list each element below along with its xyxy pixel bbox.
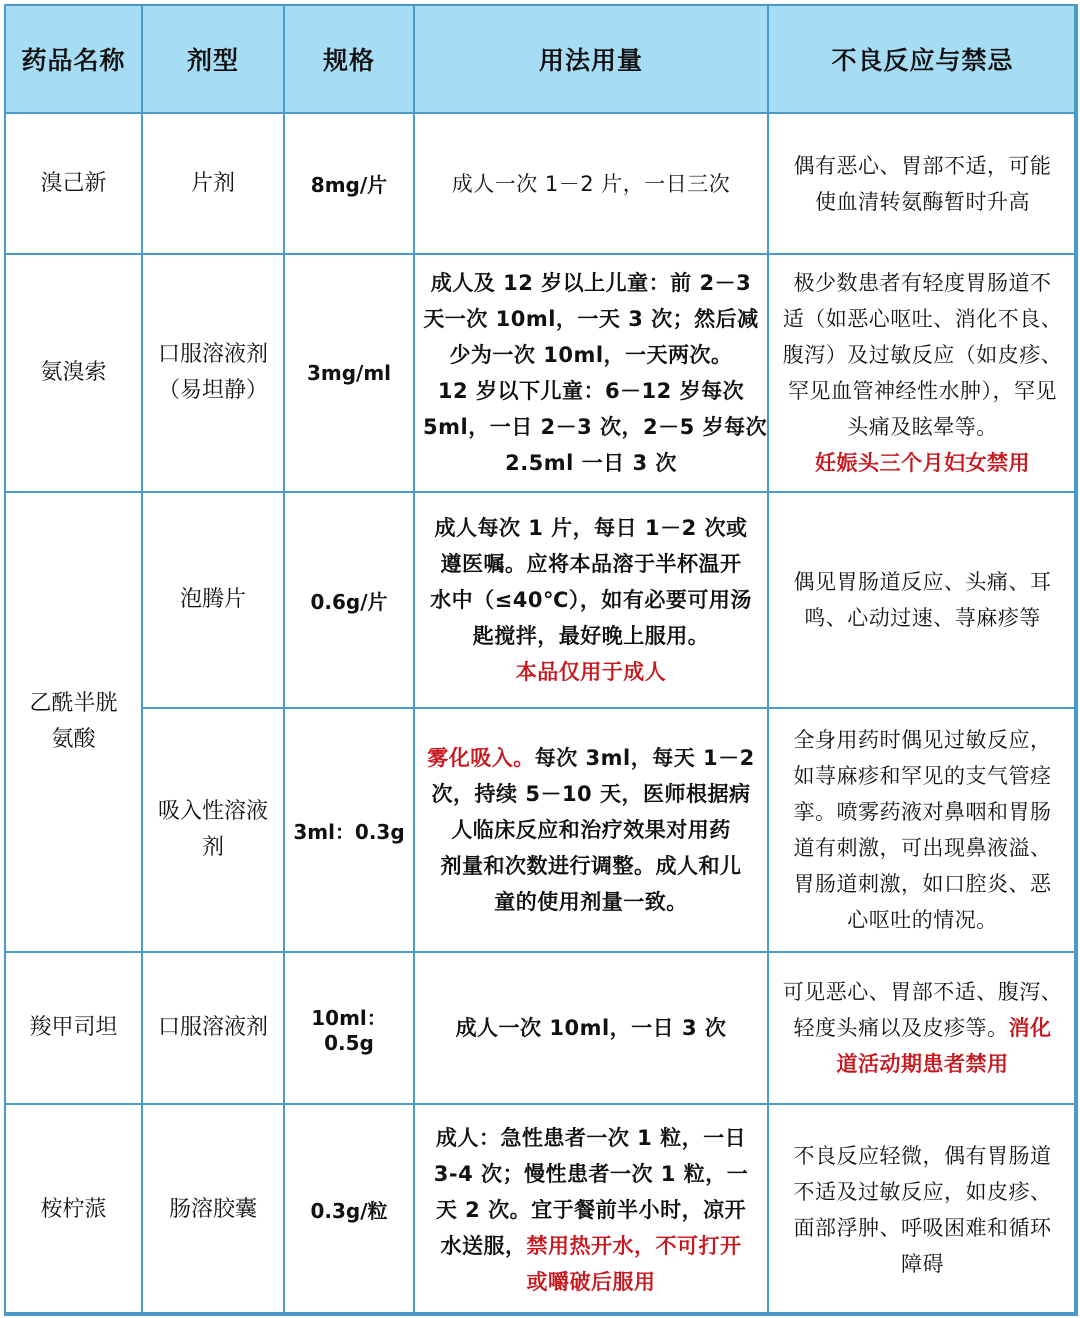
header-adverse-contraindications: 不良反应与禁忌 <box>768 5 1077 113</box>
contraindication-warning-start: 消化 <box>1008 1016 1052 1040</box>
spec-text: 0.3g/粒 <box>310 1199 388 1223</box>
dosage-form-cell: 泡腾片 <box>142 492 284 708</box>
spec-text: 10ml：0.5g <box>311 1005 387 1055</box>
drug-name-cell: 溴己新 <box>5 113 142 254</box>
adverse-line: 可见恶心、胃部不适、腹泻、 <box>782 980 1063 1004</box>
usage-warning: 本品仅用于成人 <box>515 660 667 684</box>
adverse-line: 胃肠道刺激，如口腔炎、恶 <box>793 872 1052 896</box>
contraindication-warning: 妊娠头三个月妇女禁用 <box>815 451 1030 475</box>
table-outer-border <box>4 4 1076 1314</box>
adverse-line: 头痛及眩晕等。 <box>847 415 998 439</box>
header-drug-name: 药品名称 <box>5 5 142 113</box>
usage-line: 成人：急性患者一次 1 粒，一日 <box>435 1125 747 1150</box>
dosage-form-cell: 片剂 <box>142 113 284 254</box>
usage-line-plain: 水送服， <box>440 1233 527 1258</box>
adverse-line: 道有刺激，可出现鼻液溢、 <box>793 836 1052 860</box>
adverse-line: 鸣、心动过速、荨麻疹等 <box>804 606 1041 630</box>
usage-first-rest: 每次 3ml，每天 1－2 <box>534 746 755 770</box>
drug-name-cell: 羧甲司坦 <box>5 952 142 1104</box>
usage-line: 剂量和次数进行调整。成人和儿 <box>440 854 742 878</box>
drug-name-cell: 桉柠蒎 <box>5 1104 142 1315</box>
drug-name-cell: 氨溴索 <box>5 254 142 492</box>
dosage-form-cell: 肠溶胶囊 <box>142 1104 284 1315</box>
adverse-line: 全身用药时偶见过敏反应， <box>793 728 1052 752</box>
usage-line: 天 2 次。宜于餐前半小时，凉开 <box>435 1197 747 1222</box>
usage-warning-start: 禁用热开水，不可打开 <box>526 1233 742 1258</box>
usage-line: 成人一次 1－2 片，一日三次 <box>451 171 731 196</box>
usage-line: 天一次 10ml，一天 3 次；然后减 <box>423 307 759 331</box>
usage-line: 水中（≤40℃），如有必要可用汤 <box>430 588 752 612</box>
adverse-line: 极少数患者有轻度胃肠道不 <box>793 271 1052 295</box>
usage-line: 次，持续 5－10 天，医师根据病 <box>431 782 751 806</box>
usage-line: 成人一次 10ml，一日 3 次 <box>455 1016 727 1040</box>
usage-line: 少为一次 10ml，一天两次。 <box>449 343 733 367</box>
header-specification: 规格 <box>284 5 414 113</box>
header-usage-dosage: 用法用量 <box>414 5 768 113</box>
adverse-line: 偶有恶心、胃部不适，可能 <box>793 153 1052 178</box>
usage-warning-prefix: 雾化吸入。 <box>427 746 535 770</box>
usage-line: 2.5ml 一日 3 次 <box>505 451 677 475</box>
adverse-line: 不适及过敏反应，如皮疹、 <box>793 1179 1052 1204</box>
usage-line: 匙搅拌，最好晚上服用。 <box>472 624 710 648</box>
usage-line: 童的使用剂量一致。 <box>494 890 688 914</box>
spec-text: 0.6g/片 <box>310 589 388 614</box>
usage-line: 12 岁以下儿童：6－12 岁每次 <box>437 379 745 403</box>
dosage-form-cell: 口服溶液剂 <box>142 952 284 1104</box>
usage-line: 遵医嘱。应将本品溶于半杯温开 <box>440 552 742 576</box>
adverse-line: 适（如恶心呕吐、消化不良、 <box>782 307 1063 331</box>
adverse-line: 挛。喷雾药液对鼻咽和胃肠 <box>793 800 1052 824</box>
adverse-line-plain: 轻度头痛以及皮疹等。 <box>793 1016 1009 1040</box>
adverse-line: 如荨麻疹和罕见的支气管痉 <box>793 764 1052 788</box>
usage-line: 成人每次 1 片，每日 1－2 次或 <box>434 516 748 540</box>
spec-text: 8mg/片 <box>310 173 388 197</box>
usage-line: 3-4 次；慢性患者一次 1 粒，一 <box>433 1161 749 1186</box>
usage-line: 人临床反应和治疗效果对用药 <box>451 818 731 842</box>
adverse-line: 面部浮肿、呼吸困难和循环 <box>793 1215 1052 1240</box>
adverse-line: 罕见血管神经性水肿），罕见 <box>788 379 1057 403</box>
header-dosage-form: 剂型 <box>142 5 284 113</box>
dosage-form-line: 剂 <box>201 835 224 860</box>
drug-name-line: 氨酸 <box>51 727 96 752</box>
dosage-form-line: 口服溶液剂 <box>157 342 268 367</box>
contraindication-warning: 道活动期患者禁用 <box>836 1052 1009 1076</box>
dosage-form-line: （易坦静） <box>157 378 268 403</box>
adverse-line: 不良反应轻微，偶有胃肠道 <box>793 1143 1052 1168</box>
usage-line: 5ml，一日 2－3 次，2－5 岁每次 <box>423 415 768 439</box>
adverse-line: 腹泻）及过敏反应（如皮疹、 <box>782 343 1063 367</box>
usage-warning: 或嚼破后服用 <box>526 1269 656 1294</box>
adverse-line: 心呕吐的情况。 <box>847 908 998 932</box>
adverse-line: 障碍 <box>901 1251 944 1276</box>
spec-text: 3mg/ml <box>306 361 392 385</box>
drug-name-line: 乙酰半胱 <box>29 691 118 716</box>
adverse-line: 使血清转氨酶暂时升高 <box>815 189 1030 214</box>
usage-line: 成人及 12 岁以上儿童：前 2－3 <box>430 271 752 295</box>
adverse-line: 偶见胃肠道反应、头痛、耳 <box>793 570 1052 594</box>
dosage-form-line: 吸入性溶液 <box>157 799 268 824</box>
spec-text: 3ml：0.3g <box>293 819 405 844</box>
